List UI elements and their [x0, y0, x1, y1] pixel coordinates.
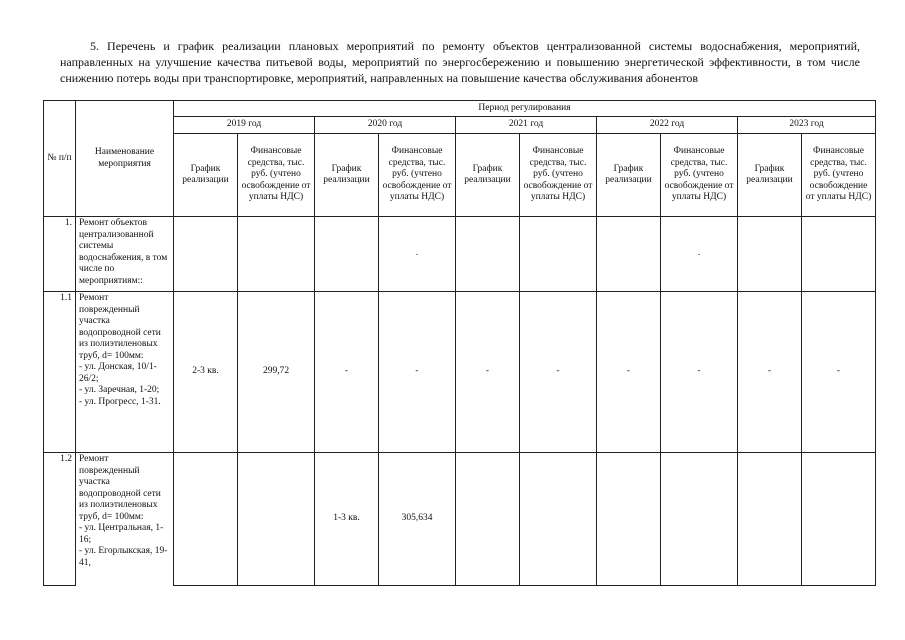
- cell-2022-schedule: [597, 453, 661, 586]
- row-name: Ремонт объектов централизованной системы водоснабжения, в том числе по мероприятиям::: [76, 217, 174, 292]
- row-number: 1.: [44, 217, 76, 292]
- year-header-2023: 2023 год: [738, 117, 876, 134]
- plan-table: [43, 100, 876, 586]
- section-heading-text: 5. Перечень и график реализации плановых мероприятий по ремонту объектов централизованной системы водоснабжения, мероприятий, направленных на улучшение качества питьевой воды, мероприятий по энергосбережению и повышению энергетической эффективности, в том числе снижению потерь воды при транспортировке, мероприятий, направленных на повышение качества обслуживания абонентов: [60, 39, 860, 85]
- finance-header: Финансовые средства, тыс. руб. (учтено освобождение от уплаты НДС): [379, 134, 456, 217]
- cell-2020-schedule: 1-3 кв.: [315, 453, 379, 586]
- cell-2019-finance: [238, 217, 315, 292]
- cell-2021-schedule: [456, 453, 520, 586]
- cell-2020-schedule: [315, 217, 379, 292]
- schedule-header: График реализации: [174, 134, 238, 217]
- cell-2019-finance: [238, 453, 315, 586]
- col-num-header: № п/п: [44, 101, 76, 217]
- cell-2019-schedule: 2-3 кв.: [174, 292, 238, 453]
- cell-2020-finance: -: [379, 292, 456, 453]
- cell-2021-schedule: -: [456, 292, 520, 453]
- cell-2023-finance: [802, 453, 876, 586]
- schedule-header: График реализации: [456, 134, 520, 217]
- cell-2021-finance: -: [520, 292, 597, 453]
- schedule-header: График реализации: [597, 134, 661, 217]
- cell-2023-finance: -: [802, 292, 876, 453]
- cell-2020-finance: 305,634: [379, 453, 456, 586]
- year-header-2022: 2022 год: [597, 117, 738, 134]
- finance-header: Финансовые средства, тыс. руб. (учтено освобождение от уплаты НДС): [520, 134, 597, 217]
- cell-2020-schedule: -: [315, 292, 379, 453]
- cell-2021-schedule: [456, 217, 520, 292]
- cell-2019-finance: 299,72: [238, 292, 315, 453]
- cell-2022-schedule: [597, 217, 661, 292]
- cell-2022-schedule: -: [597, 292, 661, 453]
- cell-2021-finance: [520, 453, 597, 586]
- cell-2022-finance: -: [661, 292, 738, 453]
- row-number: 1.1: [44, 292, 76, 453]
- cell-2020-finance: .: [379, 217, 456, 292]
- row-name: Ремонт поврежденный участка водопроводной сети из полиэтиленовых труб, d= 100мм: - ул. Донская, 10/1-26/2; - ул. Заречная, 1-20; - ул. Прогресс, 1-31.: [76, 292, 174, 453]
- year-header-2020: 2020 год: [315, 117, 456, 134]
- finance-header: Финансовые средства, тыс. руб. (учтено освобождение от уплаты НДС): [802, 134, 876, 217]
- finance-header: Финансовые средства, тыс. руб. (учтено освобождение от уплаты НДС): [238, 134, 315, 217]
- schedule-header: График реализации: [315, 134, 379, 217]
- row-name: Ремонт поврежденный участка водопроводной сети из полиэтиленовых труб, d= 100мм: - ул. Центральная, 1-16; - ул. Егорлыкская, 19-41,: [76, 453, 174, 586]
- finance-header: Финансовые средства, тыс. руб. (учтено освобождение от уплаты НДС): [661, 134, 738, 217]
- cell-2023-schedule: -: [738, 292, 802, 453]
- row-number: 1.2: [44, 453, 76, 586]
- section-heading: [60, 38, 860, 86]
- table-row: [44, 217, 876, 292]
- year-header-2019: 2019 год: [174, 117, 315, 134]
- cell-2019-schedule: [174, 453, 238, 586]
- cell-2023-schedule: [738, 453, 802, 586]
- cell-2021-finance: [520, 217, 597, 292]
- cell-2019-schedule: [174, 217, 238, 292]
- cell-2022-finance: [661, 453, 738, 586]
- col-name-header: Наименование мероприятия: [76, 101, 174, 217]
- cell-2023-finance: [802, 217, 876, 292]
- table-row: [44, 453, 876, 586]
- cell-2022-finance: .: [661, 217, 738, 292]
- table-row: [44, 292, 876, 453]
- schedule-header: График реализации: [738, 134, 802, 217]
- year-header-2021: 2021 год: [456, 117, 597, 134]
- period-header: Период регулирования: [174, 101, 876, 117]
- cell-2023-schedule: [738, 217, 802, 292]
